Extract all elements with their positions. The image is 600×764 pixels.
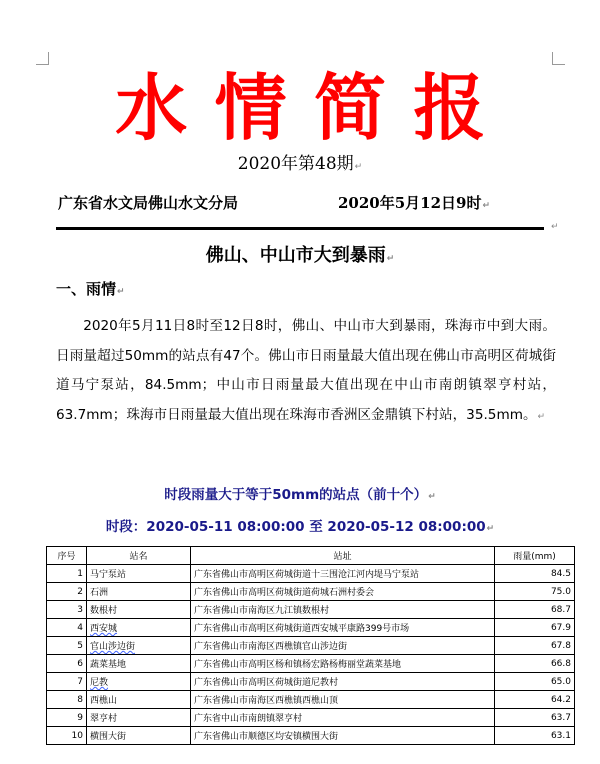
col-header-no: 序号 <box>47 547 87 565</box>
cell-address: 广东省佛山市高明区荷城街道尼教村 <box>191 673 495 691</box>
cell-name: 横围大街 <box>87 727 191 745</box>
table-title: 时段雨量大于等于50mm的站点（前十个）↵ <box>164 487 436 503</box>
cell-name: 蔬菜基地 <box>87 655 191 673</box>
cell-no: 8 <box>47 691 87 709</box>
cell-address: 广东省佛山市顺德区均安镇横围大街 <box>191 727 495 745</box>
cell-no: 5 <box>47 637 87 655</box>
report-datetime: 2020年5月12日9时↵ <box>338 194 491 212</box>
table-row <box>47 709 575 727</box>
cell-name: 官山涉边街 <box>87 637 191 655</box>
cell-rain: 63.7 <box>495 709 575 727</box>
rain-summary-paragraph: 2020年5月11日8时至12日8时，佛山、中山市大到暴雨，珠海市中到大雨。日雨量超过50mm的站点有47个。佛山市日雨量最大值出现在佛山市高明区荷城街道马宁泵站，84.5mm；中山市日雨量最大值出现在中山市南朗镇翠亨村站，63.7mm；珠海市日雨量最大值出现在珠海市香洲区金鼎镇下村站，35.5mm。↵ <box>56 318 556 423</box>
table-row <box>47 583 575 601</box>
cell-address: 广东省佛山市高明区杨和镇杨宏路杨梅丽堂蔬菜基地 <box>191 655 495 673</box>
headline: 佛山、中山市大到暴雨↵ <box>205 245 395 266</box>
cell-name: 尼教 <box>87 673 191 691</box>
cell-address: 广东省佛山市南海区九江镇数根村 <box>191 601 495 619</box>
paragraph-mark: ↵ <box>551 222 559 232</box>
cell-no: 10 <box>47 727 87 745</box>
col-header-name: 站名 <box>87 547 191 565</box>
cell-rain: 67.9 <box>495 619 575 637</box>
agency-name: 广东省水文局佛山水文分局 <box>58 194 239 212</box>
cell-no: 3 <box>47 601 87 619</box>
cell-no: 7 <box>47 673 87 691</box>
report-title: 水情简报 <box>115 66 513 150</box>
cell-name: 马宁泵站 <box>87 565 191 583</box>
cell-rain: 63.1 <box>495 727 575 745</box>
table-row <box>47 601 575 619</box>
cell-address: 广东省佛山市南海区西樵镇官山涉边街 <box>191 637 495 655</box>
header-divider <box>56 227 544 230</box>
table-row <box>47 655 575 673</box>
cell-name: 西樵山 <box>87 691 191 709</box>
station-rain-table <box>46 546 575 745</box>
cell-rain: 75.0 <box>495 583 575 601</box>
cell-no: 9 <box>47 709 87 727</box>
cell-name: 数根村 <box>87 601 191 619</box>
table-row <box>47 619 575 637</box>
cell-rain: 84.5 <box>495 565 575 583</box>
col-header-rain: 雨量(mm) <box>495 547 575 565</box>
cell-no: 6 <box>47 655 87 673</box>
cell-rain: 68.7 <box>495 601 575 619</box>
cell-name: 翠亨村 <box>87 709 191 727</box>
table-row <box>47 637 575 655</box>
cell-address: 广东省佛山市南海区西樵镇西樵山顶 <box>191 691 495 709</box>
section-heading-rain: 一、雨情↵ <box>56 280 125 298</box>
cell-name: 石洲 <box>87 583 191 601</box>
cell-name: 西安城 <box>87 619 191 637</box>
issue-number: 2020年第48期↵ <box>237 154 363 174</box>
cell-address: 广东省佛山市高明区荷城街道荷城石洲村委会 <box>191 583 495 601</box>
table-row <box>47 691 575 709</box>
cell-address: 广东省佛山市高明区荷城街道西安城平康路399号市场 <box>191 619 495 637</box>
cell-no: 1 <box>47 565 87 583</box>
table-row <box>47 565 575 583</box>
table-row <box>47 727 575 745</box>
cell-address: 广东省佛山市高明区荷城街道十三围沧江河内堤马宁泵站 <box>191 565 495 583</box>
cell-rain: 66.8 <box>495 655 575 673</box>
cell-no: 4 <box>47 619 87 637</box>
table-period: 时段：2020-05-11 08:00:00 至 2020-05-12 08:00:00↵ <box>105 519 495 535</box>
cell-address: 广东省中山市南朗镇翠亨村 <box>191 709 495 727</box>
table-row <box>47 673 575 691</box>
cell-rain: 64.2 <box>495 691 575 709</box>
cell-rain: 65.0 <box>495 673 575 691</box>
cell-no: 2 <box>47 583 87 601</box>
table-header-row <box>47 547 575 565</box>
col-header-address: 站址 <box>191 547 495 565</box>
cell-rain: 67.8 <box>495 637 575 655</box>
